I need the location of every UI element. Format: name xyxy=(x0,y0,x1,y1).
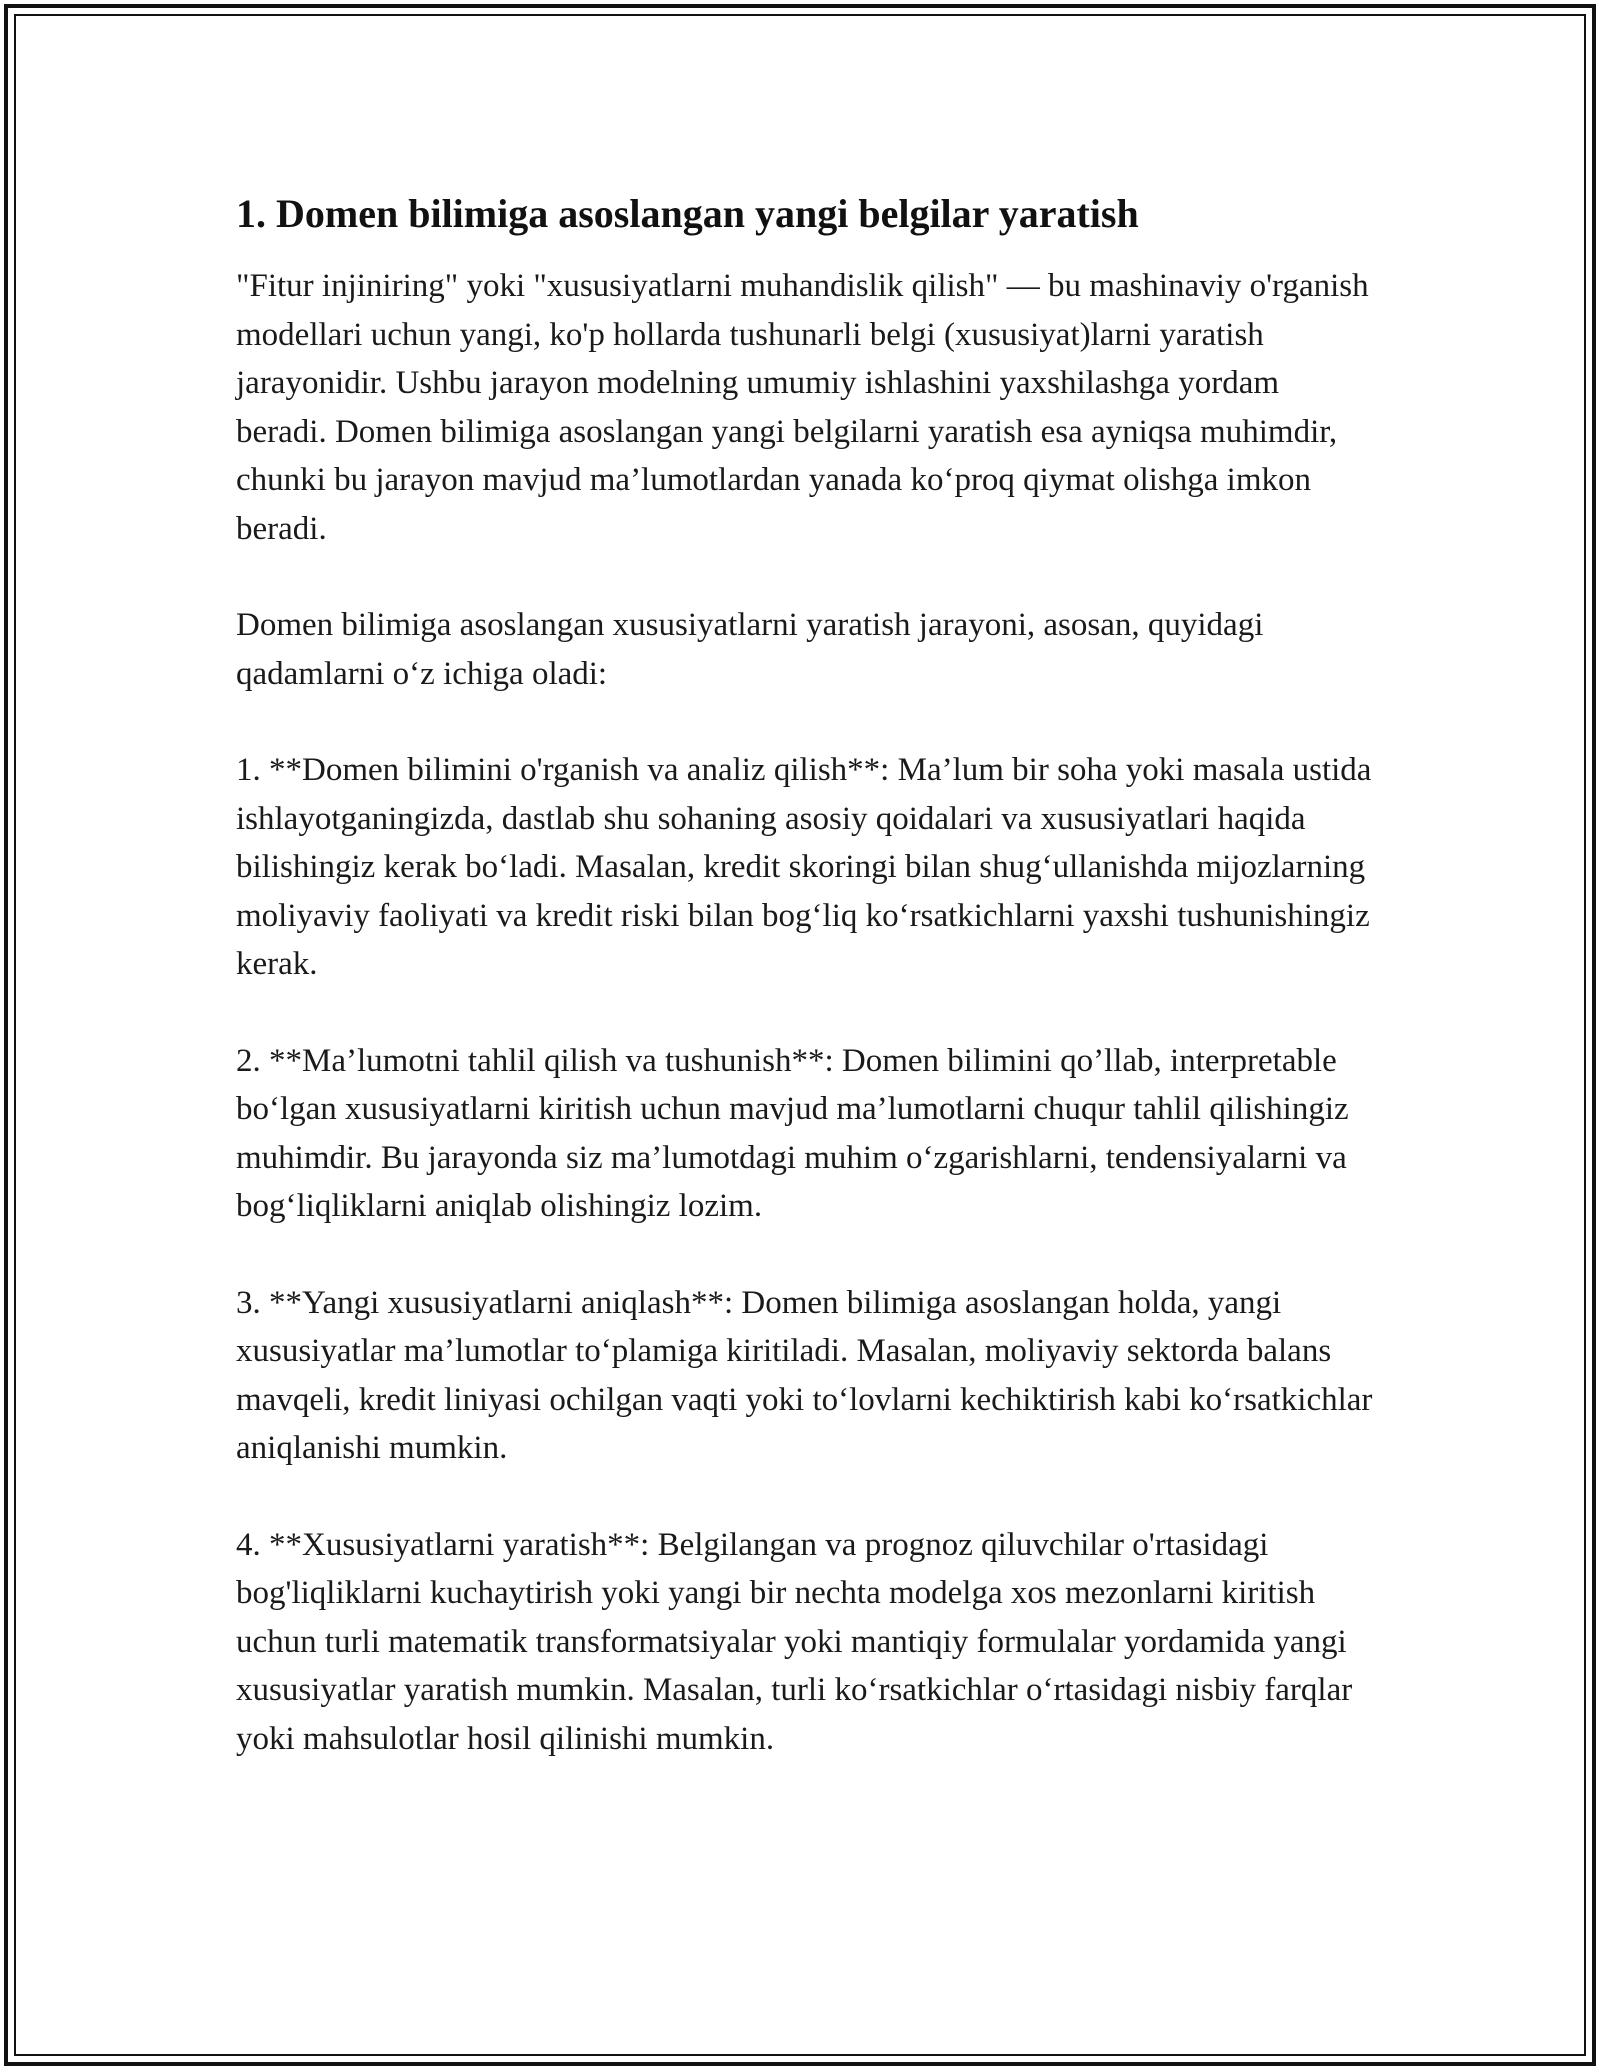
section-heading: 1. Domen bilimiga asoslangan yangi belgilar yaratish xyxy=(236,191,1139,236)
intro-paragraph: "Fitur injiniring" yoki "xususiyatlarni muhandislik qilish" — bu mashinaviy o'rganish modellari uchun yangi, ko'p hollarda tushunarli belgi (xususiyat)larni yaratish jarayonidir. Ushbu jarayon modelning umumiy ishlashini yaxshilashga yordam beradi. Domen bilimiga asoslangan yangi belgilarni yaratish esa ayniqsa muhimdir, chunki bu jarayon mavjud ma’lumotlardan yanada ko‘proq qiymat olishga imkon beradi. xyxy=(236,268,1369,547)
step-4-paragraph: 4. **Xususiyatlarni yaratish**: Belgilangan va prognoz qiluvchilar o'rtasidagi bog'liqliklarni kuchaytirish yoki yangi bir nechta modelga xos mezonlarni kiritish uchun turli matematik transformatsiyalar yoki mantiqiy formulalar yordamida yangi xususiyatlar yaratish mumkin. Masalan, turli ko‘rsatkichlar o‘rtasidagi nisbiy farqlar yoki mahsulotlar hosil qilinishi mumkin. xyxy=(236,1526,1353,1757)
step-3-paragraph: 3. **Yangi xususiyatlarni aniqlash**: Domen bilimiga asoslangan holda, yangi xususiyatlar ma’lumotlar to‘plamiga kiritiladi. Masalan, moliyaviy sektorda balans mavqeli, kredit liniyasi ochilgan vaqti yoki to‘lovlarni kechiktirish kabi ko‘rsatkichlar aniqlanishi mumkin. xyxy=(236,1284,1373,1466)
step-1-paragraph: 1. **Domen bilimini o'rganish va analiz qilish**: Ma’lum bir soha yoki masala ustida ishlayotganingizda, dastlab shu sohaning asosiy qoidalari va xususiyatlari haqida bilishingiz kerak bo‘ladi. Masalan, kredit skoringi bilan shug‘ullanishda mijozlarning moliyaviy faoliyati va kredit riski bilan bog‘liq ko‘rsatkichlarni yaxshi tushunishingiz kerak. xyxy=(236,752,1372,982)
steps-intro-paragraph: Domen bilimiga asoslangan xususiyatlarni yaratish jarayoni, asosan, quyidagi qadamlarni o‘z ichiga oladi: xyxy=(236,607,1264,692)
document-body xyxy=(236,184,1376,1763)
step-2-paragraph: 2. **Ma’lumotni tahlil qilish va tushunish**: Domen bilimini qo’llab, interpretable bo‘lgan xususiyatlarni kiritish uchun mavjud ma’lumotlarni chuqur tahlil qilishingiz muhimdir. Bu jarayonda siz ma’lumotdagi muhim o‘zgarishlarni, tendensiyalarni va bog‘liqliklarni aniqlab olishingiz lozim. xyxy=(236,1042,1349,1224)
